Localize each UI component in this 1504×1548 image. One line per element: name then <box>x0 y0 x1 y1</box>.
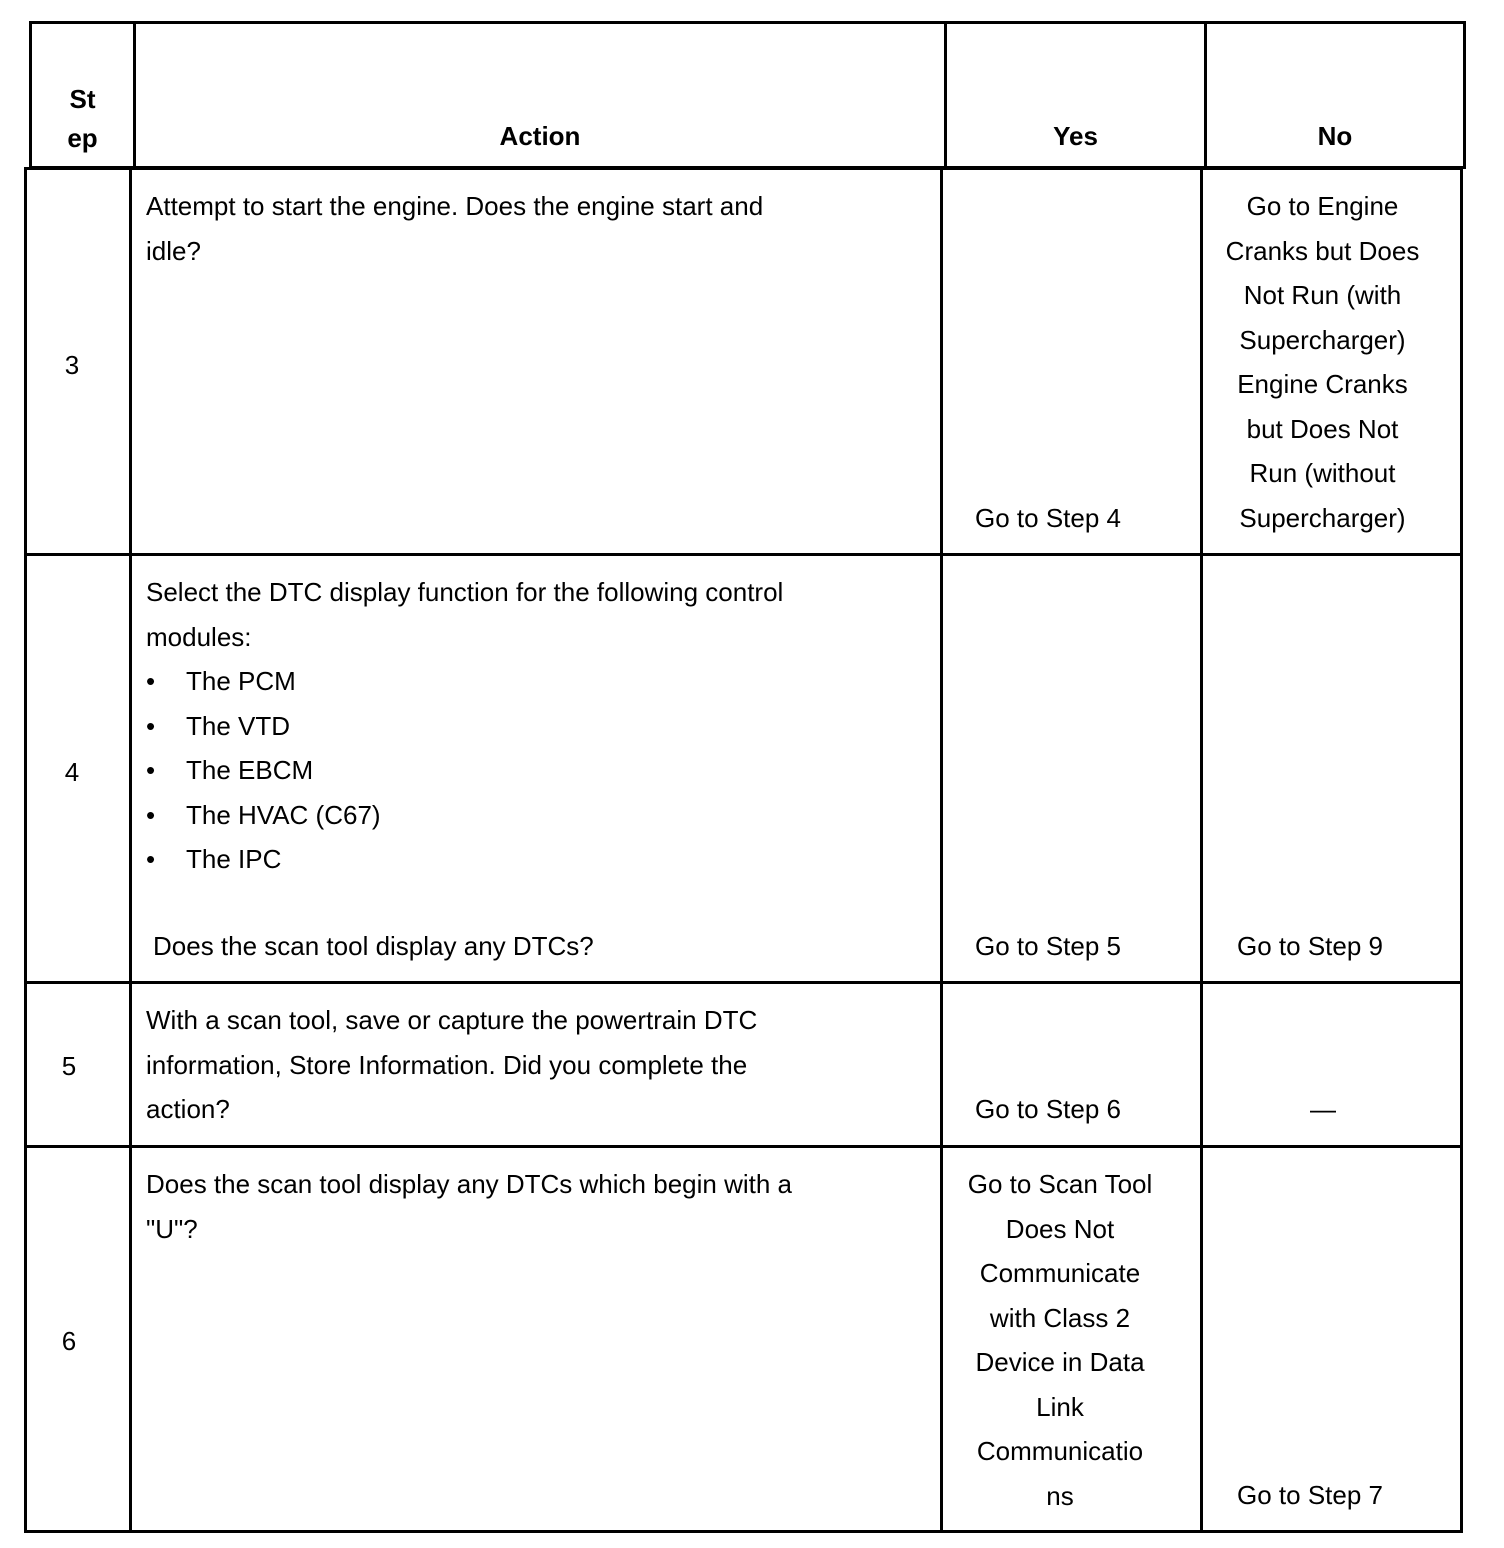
row-divider <box>27 981 1460 984</box>
list-item: • The VTD <box>146 704 381 749</box>
bullet: • <box>146 844 156 874</box>
yes-result: Go to Scan Tool Does Not Communicate with Class 2 Device in Data Link Communicatio ns <box>967 1169 1153 1511</box>
row-divider <box>27 553 1460 556</box>
list-item: • The HVAC (C67) <box>146 793 381 838</box>
action-text: Attempt to start the engine. Does the engine start and idle? <box>146 191 764 266</box>
action-text: Select the DTC display function for the following control modules: <box>146 577 784 652</box>
list-item: • The EBCM <box>146 748 381 793</box>
action-question: Does the scan tool display any DTCs? <box>153 931 594 961</box>
list-item: • The IPC <box>146 837 381 882</box>
column-divider <box>129 170 132 1530</box>
list-item: • The PCM <box>146 659 381 704</box>
yes-result: Go to Step 6 <box>975 1094 1121 1124</box>
header-yes: Yes <box>1053 121 1098 151</box>
no-result: Go to Step 7 <box>1237 1480 1383 1510</box>
no-result: Go to Engine Cranks but Does Not Run (with Supercharger) Engine Cranks but Does Not Run (without Supercharger) <box>1225 191 1420 533</box>
module-list <box>146 659 381 882</box>
header-action: Action <box>499 121 581 151</box>
bullet: • <box>146 799 156 830</box>
bullet: • <box>146 755 156 785</box>
header-step: St ep <box>67 84 98 153</box>
header-no: No <box>1317 121 1353 151</box>
yes-result: Go to Step 5 <box>975 931 1121 961</box>
action-text: With a scan tool, save or capture the powertrain DTC information, Store Information. Did you complete the action? <box>146 1005 758 1124</box>
row-divider <box>27 1145 1460 1148</box>
action-text: Does the scan tool display any DTCs which begin with a "U"? <box>146 1169 792 1244</box>
bullet: • <box>146 710 156 741</box>
step-number: 4 <box>64 757 80 787</box>
no-result: — <box>1310 1094 1336 1124</box>
step-number: 5 <box>61 1051 77 1081</box>
step-number: 6 <box>61 1326 77 1356</box>
table-header <box>29 21 1466 169</box>
bullet: • <box>146 666 156 696</box>
table-body <box>24 167 1463 1533</box>
column-divider <box>1200 170 1203 1530</box>
yes-result: Go to Step 4 <box>975 503 1121 533</box>
step-number: 3 <box>64 350 80 380</box>
no-result: Go to Step 9 <box>1237 931 1383 961</box>
